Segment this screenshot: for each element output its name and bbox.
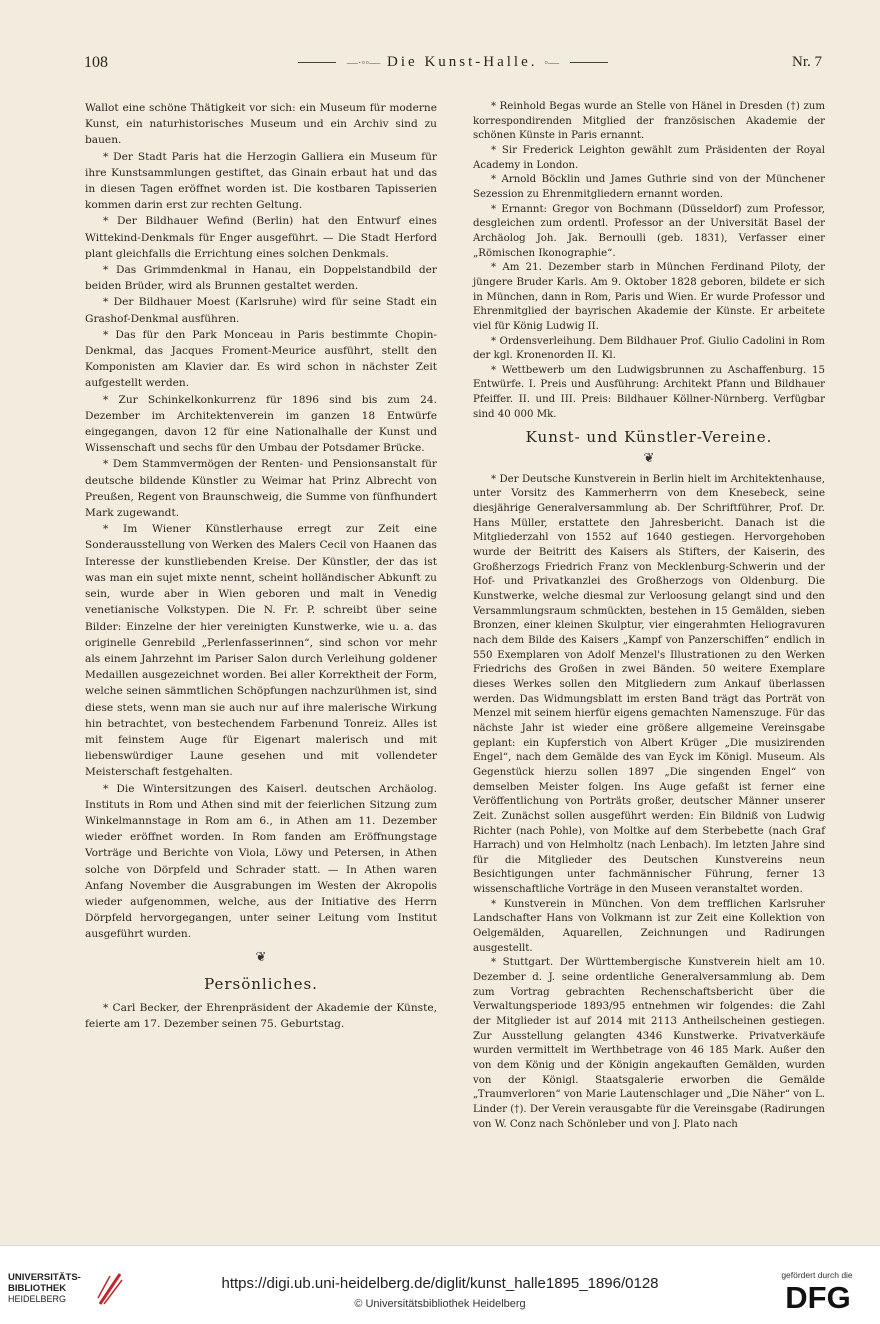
running-title: Die Kunst-Halle. [387,54,538,70]
header-rule-right [570,62,608,63]
paragraph: * Der Stadt Paris hat die Herzogin Galliera ein Museum für ihre Kunstsammlungen gestiftet, das Ginain erbaut hat und das in diesen Tagen eröffnet worden ist. Die kostbaren Tapisserien kommen darin erst zur rechten Geltung. [85,150,437,212]
paragraph: * Am 21. Dezember starb in München Ferdinand Piloty, der jüngere Bruder Karls. Am 9. Oktober 1828 geboren, bildete er sich in München, dann in Rom, Paris und Wien. Er wurde Professor und Ehrenmitglied der bayrischen Akademie der Künste. Er arbeitete viel für König Ludwig II. [473,262,825,332]
paragraph: * Reinhold Begas wurde an Stelle von Hänel in Dresden (†) zum korrespondirenden Mitglied der französischen Akademie der schönen Künste in Paris ernannt. [473,101,825,142]
section-title-persoenliches: Persönliches. [204,974,318,993]
copyright-notice: © Universitätsbibliothek Heidelberg [354,1298,526,1310]
viewer-footer [0,1245,880,1324]
paragraph: * Zur Schinkelkonkurrenz für 1896 sind bis zum 24. Dezember im Architektenverein im ganzen 18 Entwürfe eingegangen, davon 12 für eine Nationalhalle der Kunst und Wissenschaft und sechs für den Umbau der Potsdamer Brücke. [85,393,437,455]
section-title-kunstvereine: Kunst- und Künstler-Vereine. [525,428,773,447]
paragraph: * Der Bildhauer Wefind (Berlin) hat den Entwurf eines Wittekind-Denkmals für Enger ausgeführt. — Die Stadt Herford plant gleichfalls die Errichtung eines solchen Denkmals. [85,215,437,260]
fleuron-separator: ❦ [643,451,655,467]
paragraph: Wallot eine schöne Thätigkeit vor sich: ein Museum für moderne Kunst, ein naturhistorisches Museum und ein Archiv sind zu bauen. [85,102,437,147]
right-column [473,100,825,1132]
ornament-right: ◦— [544,57,560,69]
paragraph: * Im Wiener Künstlerhause erregt zur Zeit eine Sonderausstellung von Werken des Malers Cecil von Haanen das Interesse der kunstliebenden Kreise. Der Künstler, der das ist was man ein sujet mixte nennt, scheint holländischer Abkunft zu sein, wurde aber in Wien geboren und malt in Venedig venetianische Volkstypen. Die N. Fr. P. schreibt über seine Bilder: Einzelne der hier vereinigten Kunstwerke, wie u. a. das originelle Genrebild „Perlenfasserinnen“, sind schon vor mehr als einem Jahrzehnt im Pariser Salon durch Verleihung goldener Medaillen ausgezeichnet worden. Bei aller Korrektheit der Form, welche seinen sämmtlichen Schöpfungen nachzurühmen ist, sind diese stets, wenn man sie auch nur auf ihre malerische Wirkung hin betrachtet, von bestechendem Farbenund Tonreiz. Alles ist mit feinstem Auge für Eigenart malerisch und mit liebenswürdiger Laune gesehen und mit vollendeter Meisterschaft festgehalten. [85,523,437,779]
paragraph: * Dem Stammvermögen der Renten- und Pensionsanstalt für deutsche bildende Künstler zu Weimar hat Prinz Albrecht von Preußen, Regent von Braunschweig, die Summe von fünfhundert Mark zugewandt. [85,458,437,520]
paragraph: * Kunstverein in München. Von dem trefflichen Karlsruher Landschafter Hans von Volkmann ist zur Zeit eine Kollektion von Oelgemälden, Aquarellen, Zeichnungen und Radirungen ausgestellt. [473,898,825,954]
paragraph: * Wettbewerb um den Ludwigsbrunnen zu Aschaffenburg. 15 Entwürfe. I. Preis und Ausführung: Architekt Pfann und Bildhauer Pfeiffer. II. und III. Preis: Bildhauer Köllner-Nürnberg. Verfügbar sind 40 000 Mk. [473,364,825,420]
paragraph: * Ernannt: Gregor von Bochmann (Düsseldorf) zum Professor, desgleichen zum ordentl. Professor an der Universität Basel der Archäolog Joh. Jak. Bernoulli (geb. 1831), Verfasser einer „Römischen Ikonographie“. [473,203,825,259]
paragraph: * Der Deutsche Kunstverein in Berlin hielt im Architektenhause, unter Vorsitz des Kammerherrn von dem Knesebeck, seine diesjährige Generalversammlung ab. Der Schriftführer, Prof. Dr. Hans Müller, erstattete den Jahresbericht. Danach ist die Mitgliederzahl von 1552 auf 1640 gestiegen. Hervorgehoben wurde der Beitritt des Kaisers als Stifters, der Kaiserin, des Großherzogs Friedrich Franz von Mecklenburg-Schwerin und der Hof- und Privatkanzlei des Großherzogs von Oldenburg. Die Kunstwerke, welche diesmal zur Verloosung gelangt sind und den Versammlungsraum schmückten, bestehen in 15 Gemälden, sieben Bronzen, einer kleinen Skulptur, vier eingerahmten Heliogravuren nach dem Bilde des Kaisers „Kampf von Panzerschiffen“ endlich in 550 Exemplaren von Adolf Menzel's Illustrationen zu den Werken Friedrichs des Großen in zwei Bänden. 50 weitere Exemplare dieses Werkes sollen den Mitgliedern zum Ankauf überlassen werden. Das Widmungsblatt im ersten Band trägt das Porträt von Menzel mit seinem hierfür eigens gemachten Namenszuge. Für das nächste Jahr ist wieder eine größere allgemeine Vereinsgabe geplant: ein Kupferstich von Albert Krüger „Die musizirenden Engel“, nach dem Gemälde des van Eyck im Königl. Museum. Als Gegenstück hierzu sollen 1897 „Die singenden Engel“ von demselben Meister folgen. Ins Auge gefaßt ist ferner eine Veröffentlichung von Porträts großer, deutscher Männer unserer Zeit. Zunächst sollen ausgeführt werden: Ein Bildniß von Ludwig Richter (nach Pohle), von Moltke auf dem Sterbebette (nach Graf Harrach) und von Helmholtz (nach Lenbach). Im letzten Jahre sind für die Mitglieder des Deutschen Kunstvereins neun Besichtigungen unter fachmännischer Führung, ferner 13 wissenschaftliche Vorträge in den Museen veranstaltet worden. [473,473,825,896]
paragraph: * Das Grimmdenkmal in Hanau, ein Doppelstandbild der beiden Brüder, wird als Brunnen gestaltet werden. [85,264,437,293]
paragraph: * Carl Becker, der Ehrenpräsident der Akademie der Künste, feierte am 17. Dezember seinen 75. Geburtstag. [85,1001,437,1031]
paragraph: * Sir Frederick Leighton gewählt zum Präsidenten der Royal Academy in London. [473,144,825,171]
left-column [85,100,437,1032]
dfg-logo [770,1280,866,1312]
paragraph: * Arnold Böcklin und James Guthrie sind von der Münchener Sezession zu Ehrenmitgliedern ernannt worden. [473,174,825,200]
ornament-left: —·◦◦— [346,57,381,69]
running-title-line [84,54,822,71]
page-header [84,52,822,78]
page-number: 108 [84,54,108,71]
paragraph: * Die Wintersitzungen des Kaiserl. deutschen Archäolog. Instituts in Rom und Athen sind mit der feierlichen Sitzung zum Winkelmannstage in Rom am 6., in Athen am 11. Dezember wieder eröffnet worden. In Rom fanden am Eröffnungstage Vorträge und Berichte von Viola, Löwy und Petersen, in Athen solche von Dörpfeld und Schrader statt. — In Athen waren Anfang November die Ausgrabungen im Westen der Akropolis wieder aufgenommen, welche, aus der Initiative des Herrn Dörpfeld hervorgegangen, unter seiner Leitung vom Institut ausgeführt wurden. [85,782,437,941]
permalink[interactable]: https://digi.ub.uni-heidelberg.de/diglit/kunst_halle1895_1896/0128 [221,1275,659,1292]
header-rule-left [298,62,336,63]
fleuron-separator: ❦ [255,949,267,965]
dfg-text: DFG [785,1280,851,1312]
paragraph: * Das für den Park Monceau in Paris bestimmte Chopin-Denkmal, das Jacques Froment-Meurice ausführt, stellt den Komponisten am Klavier dar. Es wird schon in nächster Zeit aufgestellt werden. [85,328,437,390]
paragraph: * Ordensverleihung. Dem Bildhauer Prof. Giulio Cadolini in Rom der kgl. Kronenorden II. Kl. [473,335,825,362]
paragraph: * Stuttgart. Der Württembergische Kunstverein hielt am 10. Dezember d. J. seine ordentliche Generalversammlung ab. Dem zum Vortrag gebrachten Rechenschaftsbericht über die Verwaltungsperiode 1893/95 entnehmen wir folgendes: die Zahl der Mitglieder ist auf 2014 mit 2113 Antheilscheinen gestiegen. Zur Ausstellung gelangten 4346 Kunstwerke. Privatverkäufe wurden vermittelt im Werthbetrage von 46 185 Mark. Außer den von dem König und der Königin angekauften Gemälden, wurden von der Königl. Staatsgalerie erworben die Gemälde „Traumverloren“ von Marie Lautenschlager und „Die Näher“ von L. Linder (†). Der Verein verausgabte für die Vereinsgabe (Radirungen von W. Conz nach Schönleber und von J. Plato nach [473,957,825,1130]
issue-number: Nr. 7 [792,54,822,70]
funder-label: gefördert durch die [781,1270,853,1280]
library-name: UNIVERSITÄTS- BIBLIOTHEK HEIDELBERG [8,1272,81,1304]
paragraph: * Der Bildhauer Moest (Karlsruhe) wird für seine Stadt ein Grashof-Denkmal ausführen. [85,296,437,325]
